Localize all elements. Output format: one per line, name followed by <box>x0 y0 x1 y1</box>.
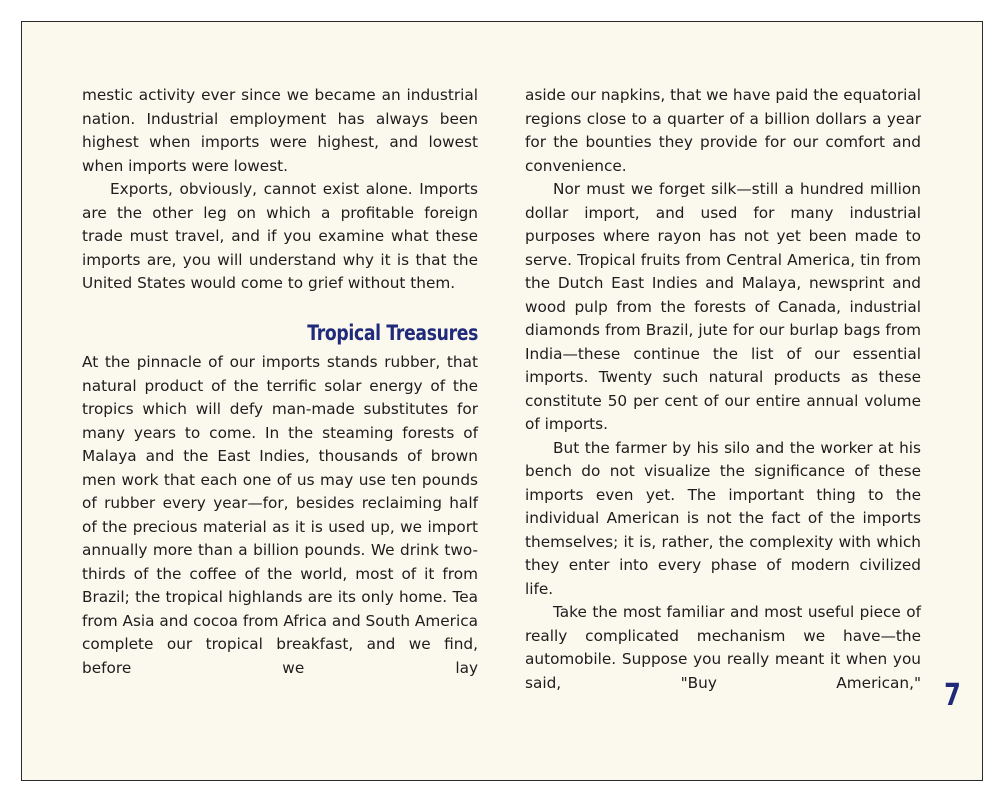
left-column <box>82 84 478 680</box>
paragraph: mestic activity ever since we became an industrial nation. Industrial employment has always been highest when imports were highest, and lowest when imports were lowest. <box>82 86 478 175</box>
right-column <box>525 84 921 695</box>
paragraph: At the pinnacle of our imports stands rubber, that natural product of the terrific solar energy of the tropics which will defy man-made substitutes for many years to come. In the steaming forests of Malaya and the East Indies, thousands of brown men work that each one of us may use ten pounds of rubber every year—for, besides reclaiming half of the precious material as it is used up, we import annually more than a billion pounds. We drink two-thirds of the coffee of the world, most of it from Brazil; the tropical highlands are its only home. Tea from Asia and cocoa from Africa and South America complete our tropical breakfast, and we find, before we lay <box>82 353 478 677</box>
paragraph: aside our napkins, that we have paid the equatorial regions close to a quarter of a billion dollars a year for the bounties they provide for our comfort and convenience. <box>525 86 921 175</box>
page-number: 7 <box>944 678 961 713</box>
paragraph: Take the most familiar and most useful piece of really complicated mechanism we have—the automobile. Suppose you really meant it when you said, "Buy American," <box>525 603 921 692</box>
section-heading: Tropical Treasures <box>307 320 478 345</box>
paragraph: But the farmer by his silo and the worker at his bench do not visualize the significance of these imports even yet. The important thing to the individual American is not the fact of the imports themselves; it is, rather, the complexity with which they enter into every phase of modern civilized life. <box>525 438 921 598</box>
paragraph: Exports, obviously, cannot exist alone. Imports are the other leg on which a profitable foreign trade must travel, and if you examine what these imports are, you will understand why it is that the United States would come to grief without them. <box>82 180 478 292</box>
book-page <box>21 21 983 781</box>
paragraph: Nor must we forget silk—still a hundred million dollar import, and used for many industrial purposes where rayon has not yet been made to serve. Tropical fruits from Central America, tin from the Dutch East Indies and Malaya, newsprint and wood pulp from the forests of Canada, industrial diamonds from Brazil, jute for our burlap bags from India—these continue the list of our essential imports. Twenty such natural products as these constitute 50 per cent of our entire annual volume of imports. <box>525 180 921 433</box>
